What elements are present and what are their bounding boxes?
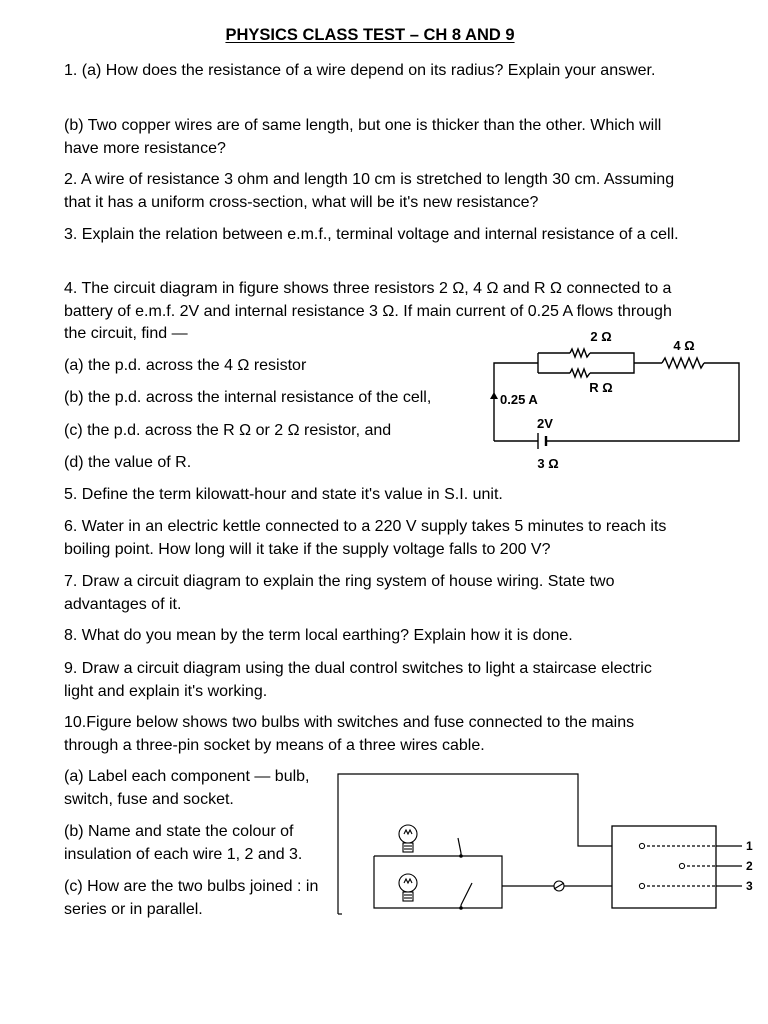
test-title: PHYSICS CLASS TEST – CH 8 AND 9 <box>225 26 515 44</box>
question-1a: 1. (a) How does the resistance of a wire depend on its radius? Explain your answer. <box>64 62 656 79</box>
resistor-4-ohm-zigzag <box>662 358 704 368</box>
label-r-ohm: R Ω <box>589 380 613 395</box>
bulb-icon <box>399 825 417 852</box>
label-2-ohm: 2 Ω <box>590 329 612 344</box>
resistor-2-ohm-zigzag <box>570 349 590 357</box>
question-4a: (a) the p.d. across the 4 Ω resistor <box>64 357 307 374</box>
wire-label-1: 1 <box>746 839 753 853</box>
label-emf: 2V <box>537 416 553 431</box>
question-4c: (c) the p.d. across the R Ω or 2 Ω resistor, and <box>64 422 392 439</box>
question-8: 8. What do you mean by the term local earthing? Explain how it is done. <box>64 627 573 644</box>
question-7: 7. Draw a circuit diagram to explain the ring system of house wiring. State two advantages of it. <box>64 573 615 613</box>
question-4: 4. The circuit diagram in figure shows three resistors 2 Ω, 4 Ω and R Ω connected to a battery of e.m.f. 2V and internal resistance 3 Ω. If main current of 0.25 A flows through the circuit, find — <box>64 280 672 342</box>
question-1b: (b) Two copper wires are of same length, but one is thicker than the other. Which will have more resistance? <box>64 117 662 157</box>
label-current: 0.25 A <box>500 392 538 407</box>
resistor-r-ohm-zigzag <box>570 369 590 377</box>
wire-label-2: 2 <box>746 859 753 873</box>
question-10: 10.Figure below shows two bulbs with switches and fuse connected to the mains through a three-pin socket by means of a three wires cable. <box>64 714 635 754</box>
resistor-circuit-diagram <box>480 325 750 475</box>
question-10c: (c) How are the two bulbs joined : in series or in parallel. <box>64 878 319 918</box>
question-9: 9. Draw a circuit diagram using the dual control switches to light a staircase electric light and explain it's working. <box>64 660 652 700</box>
question-5: 5. Define the term kilowatt-hour and state it's value in S.I. unit. <box>64 486 503 503</box>
bulb-icon <box>399 874 417 901</box>
house-wiring-diagram <box>330 768 758 920</box>
question-10b: (b) Name and state the colour of insulation of each wire 1, 2 and 3. <box>64 823 303 863</box>
wire-label-3: 3 <box>746 879 753 893</box>
question-2: 2. A wire of resistance 3 ohm and length 10 cm is stretched to length 30 cm. Assuming that it has a uniform cross-section, what will be it's new resistance? <box>64 171 675 211</box>
question-4d: (d) the value of R. <box>64 454 192 471</box>
socket-pin-2 <box>679 863 684 868</box>
question-4b: (b) the p.d. across the internal resistance of the cell, <box>64 389 432 406</box>
socket-pin-3 <box>639 883 644 888</box>
question-6: 6. Water in an electric kettle connected to a 220 V supply takes 5 minutes to reach its boiling point. How long will it take if the supply voltage falls to 200 V? <box>64 518 667 558</box>
label-4-ohm: 4 Ω <box>673 338 695 353</box>
question-3: 3. Explain the relation between e.m.f., terminal voltage and internal resistance of a cell. <box>64 226 679 243</box>
label-internal-resistance: 3 Ω <box>537 456 559 471</box>
current-arrow-icon <box>490 392 498 399</box>
fuse-icon <box>554 881 564 891</box>
socket-pin-1 <box>639 843 644 848</box>
question-10a: (a) Label each component — bulb, switch, fuse and socket. <box>64 768 310 808</box>
